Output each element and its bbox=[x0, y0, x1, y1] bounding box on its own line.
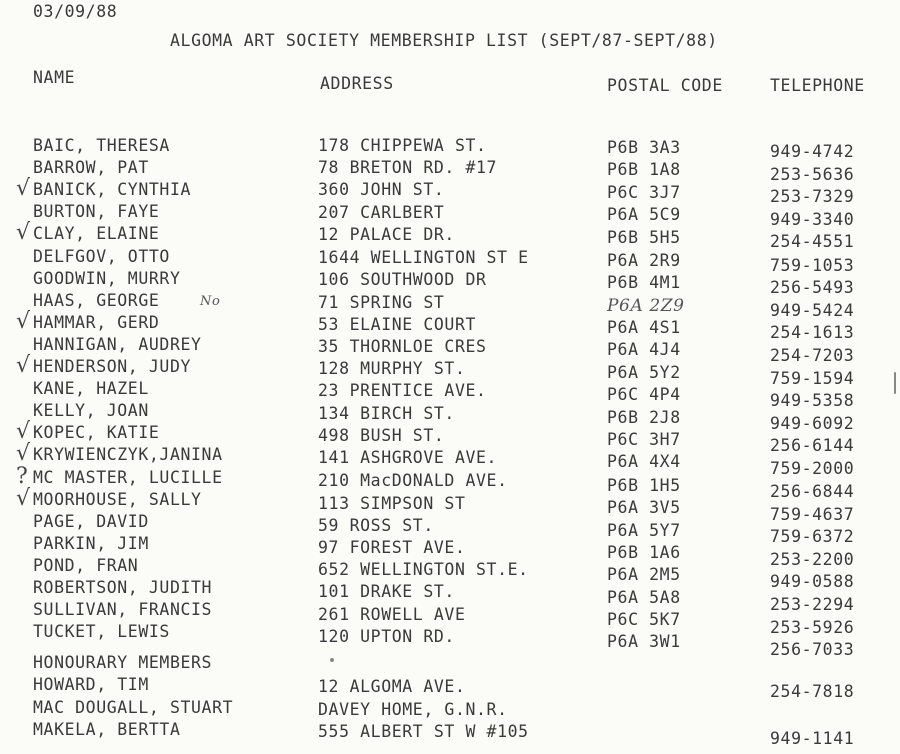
header-telephone: TELEPHONE bbox=[770, 76, 865, 95]
member-postal-code: P6C 3H7 bbox=[607, 430, 681, 449]
member-postal-code: P6A 3W1 bbox=[607, 632, 681, 651]
member-postal-code: P6A 3V5 bbox=[607, 498, 681, 517]
member-telephone: 256-6844 bbox=[770, 482, 855, 501]
member-postal-code: P6A 5Y2 bbox=[607, 363, 681, 382]
member-telephone: 759-1594 bbox=[770, 369, 855, 388]
member-name: KRYWIENCZYK,JANINA bbox=[33, 445, 223, 464]
member-address: 498 BUSH ST. bbox=[318, 426, 445, 445]
member-name: BANICK, CYNTHIA bbox=[33, 180, 192, 199]
member-address: 141 ASHGROVE AVE. bbox=[318, 448, 498, 467]
honourary-telephone: 949-1141 bbox=[770, 729, 855, 748]
checkmark-annotation: √ bbox=[16, 419, 31, 444]
member-address: 53 ELAINE COURT bbox=[318, 315, 477, 334]
member-address: 97 FOREST AVE. bbox=[318, 538, 466, 557]
member-postal-code: P6A 5Y7 bbox=[607, 521, 681, 540]
member-telephone: 949-6092 bbox=[770, 414, 855, 433]
member-name: HENDERSON, JUDY bbox=[33, 357, 192, 376]
member-postal-code: P6A 2R9 bbox=[607, 251, 681, 270]
member-address: 178 CHIPPEWA ST. bbox=[318, 136, 487, 155]
member-postal-code: P6B 5H5 bbox=[607, 228, 681, 247]
member-postal-code: P6B 1A6 bbox=[607, 543, 681, 562]
honourary-name: MAC DOUGALL, STUART bbox=[33, 698, 234, 717]
member-telephone: 949-5424 bbox=[770, 301, 855, 320]
member-address: 652 WELLINGTON ST.E. bbox=[318, 560, 529, 579]
member-address: 207 CARLBERT bbox=[318, 203, 445, 222]
member-postal-code: P6B 1A8 bbox=[607, 160, 681, 179]
member-telephone: 254-1613 bbox=[770, 323, 855, 342]
member-telephone: 759-1053 bbox=[770, 256, 855, 275]
member-address: 134 BIRCH ST. bbox=[318, 404, 455, 423]
member-name: DELFGOV, OTTO bbox=[33, 247, 170, 266]
checkmark-annotation: √ bbox=[16, 353, 31, 378]
member-address: 59 ROSS ST. bbox=[318, 516, 434, 535]
member-address: 1644 WELLINGTON ST E bbox=[318, 248, 529, 267]
member-name: BARROW, PAT bbox=[33, 158, 149, 177]
member-telephone: 759-6372 bbox=[770, 527, 855, 546]
member-address: 261 ROWELL AVE bbox=[318, 605, 466, 624]
member-address: 106 SOUTHWOOD DR bbox=[318, 270, 487, 289]
honourary-address: 12 ALGOMA AVE. bbox=[318, 677, 466, 696]
honourary-address: 555 ALBERT ST W #105 bbox=[318, 722, 529, 741]
member-postal-code: P6C 4P4 bbox=[607, 385, 681, 404]
paper-speck bbox=[330, 658, 334, 662]
member-name: GOODWIN, MURRY bbox=[33, 269, 181, 288]
member-postal-code: P6C 3J7 bbox=[607, 183, 681, 202]
member-telephone: 949-5358 bbox=[770, 391, 855, 410]
member-address: 210 MacDONALD AVE. bbox=[318, 471, 508, 490]
member-address: 128 MURPHY ST. bbox=[318, 359, 466, 378]
honourary-telephone: 254-7818 bbox=[770, 682, 855, 701]
member-address: 113 SIMPSON ST bbox=[318, 494, 466, 513]
member-name: CLAY, ELAINE bbox=[33, 224, 160, 243]
member-address: 78 BRETON RD. #17 bbox=[318, 158, 498, 177]
header-name: NAME bbox=[33, 68, 76, 87]
member-postal-code: P6A 4X4 bbox=[607, 452, 681, 471]
member-telephone: 254-7203 bbox=[770, 346, 855, 365]
checkmark-annotation: √ bbox=[16, 309, 31, 334]
honourary-name: MAKELA, BERTTA bbox=[33, 720, 181, 739]
paper-speck bbox=[894, 372, 896, 394]
member-address: 35 THORNLOE CRES bbox=[318, 337, 487, 356]
member-address: 12 PALACE DR. bbox=[318, 225, 455, 244]
member-name: POND, FRAN bbox=[33, 556, 139, 575]
member-telephone: 254-4551 bbox=[770, 232, 855, 251]
member-telephone: 759-2000 bbox=[770, 459, 855, 478]
header-address: ADDRESS bbox=[320, 74, 394, 93]
member-name: KOPEC, KATIE bbox=[33, 423, 160, 442]
member-telephone: 253-5926 bbox=[770, 618, 855, 637]
checkmark-annotation: √ bbox=[16, 441, 31, 466]
checkmark-annotation: √ bbox=[16, 486, 31, 511]
member-postal-code: P6A 5C9 bbox=[607, 205, 681, 224]
member-postal-code: P6A 2M5 bbox=[607, 565, 681, 584]
member-name: BAIC, THERESA bbox=[33, 136, 170, 155]
document-title: ALGOMA ART SOCIETY MEMBERSHIP LIST (SEPT/87-SEPT/88) bbox=[170, 31, 718, 50]
member-postal-code: P6B 1H5 bbox=[607, 476, 681, 495]
member-name: SULLIVAN, FRANCIS bbox=[33, 600, 213, 619]
member-telephone: 256-6144 bbox=[770, 436, 855, 455]
member-address: 120 UPTON RD. bbox=[318, 627, 455, 646]
member-telephone: 253-5636 bbox=[770, 165, 855, 184]
member-postal-code: P6C 5K7 bbox=[607, 610, 681, 629]
document-date: 03/09/88 bbox=[33, 2, 118, 21]
member-name: HAAS, GEORGE bbox=[33, 291, 160, 310]
checkmark-annotation: √ bbox=[16, 220, 31, 245]
member-telephone: 256-7033 bbox=[770, 640, 855, 659]
member-postal-code: P6A 4S1 bbox=[607, 318, 681, 337]
member-postal-code: P6A 4J4 bbox=[607, 340, 681, 359]
member-telephone: 949-0588 bbox=[770, 572, 855, 591]
member-postal-code: P6A 5A8 bbox=[607, 588, 681, 607]
member-telephone: 253-7329 bbox=[770, 187, 855, 206]
checkmark-annotation: √ bbox=[16, 176, 31, 201]
member-name: HANNIGAN, AUDREY bbox=[33, 335, 202, 354]
member-postal-code: P6A 2Z9 bbox=[607, 296, 685, 316]
member-telephone: 253-2294 bbox=[770, 595, 855, 614]
member-address: 360 JOHN ST. bbox=[318, 180, 445, 199]
member-address: 101 DRAKE ST. bbox=[318, 582, 455, 601]
member-telephone: 949-4742 bbox=[770, 142, 855, 161]
member-postal-code: P6B 2J8 bbox=[607, 408, 681, 427]
member-name: PAGE, DAVID bbox=[33, 512, 149, 531]
member-name: HAMMAR, GERD bbox=[33, 313, 160, 332]
member-postal-code: P6B 4M1 bbox=[607, 273, 681, 292]
member-name: KELLY, JOAN bbox=[33, 401, 149, 420]
honourary-address: DAVEY HOME, G.N.R. bbox=[318, 700, 508, 719]
member-name: BURTON, FAYE bbox=[33, 202, 160, 221]
member-address: 71 SPRING ST bbox=[318, 293, 445, 312]
member-postal-code: P6B 3A3 bbox=[607, 138, 681, 157]
member-telephone: 253-2200 bbox=[770, 550, 855, 569]
member-name: MOORHOUSE, SALLY bbox=[33, 490, 202, 509]
member-telephone: 949-3340 bbox=[770, 210, 855, 229]
handwritten-note: No bbox=[200, 294, 221, 309]
member-name: ROBERTSON, JUDITH bbox=[33, 578, 213, 597]
member-telephone: 759-4637 bbox=[770, 505, 855, 524]
member-name: TUCKET, LEWIS bbox=[33, 622, 170, 641]
member-address: 23 PRENTICE AVE. bbox=[318, 381, 487, 400]
question-mark-annotation: ? bbox=[16, 464, 28, 489]
honourary-name: HOWARD, TIM bbox=[33, 675, 149, 694]
member-name: KANE, HAZEL bbox=[33, 379, 149, 398]
member-name: PARKIN, JIM bbox=[33, 534, 149, 553]
member-name: MC MASTER, LUCILLE bbox=[33, 468, 223, 487]
header-postal-code: POSTAL CODE bbox=[607, 76, 723, 95]
honourary-heading: HONOURARY MEMBERS bbox=[33, 653, 213, 672]
member-telephone: 256-5493 bbox=[770, 278, 855, 297]
